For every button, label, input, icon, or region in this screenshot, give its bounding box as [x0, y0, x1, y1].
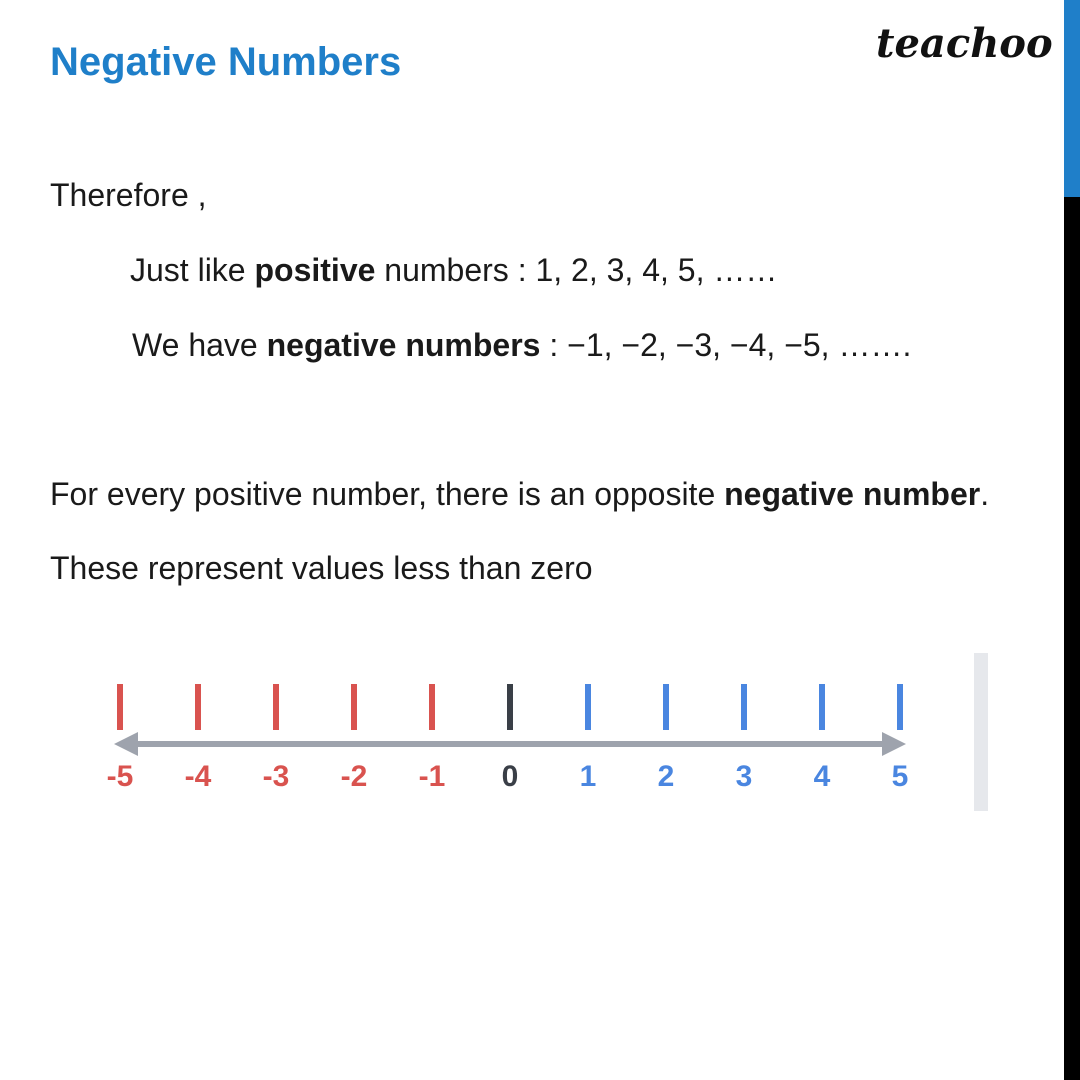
positive-line-bold: positive — [254, 252, 376, 288]
axis-arrow-left — [114, 732, 138, 756]
tick-label: -5 — [106, 760, 134, 793]
opposite-line-prefix: For every positive number, there is an opposite — [50, 476, 725, 512]
tick-label: -3 — [262, 760, 290, 793]
sidebar-bar — [1064, 197, 1080, 1080]
teachoo-logo: teachoo — [876, 20, 1053, 67]
less-than-zero-text: These represent values less than zero — [50, 550, 593, 586]
tick-label: -4 — [184, 760, 212, 793]
tick-label: -2 — [340, 760, 368, 793]
tick-label: 3 — [735, 760, 753, 793]
page-title: Negative Numbers — [50, 40, 402, 84]
positive-line-prefix: Just like — [130, 252, 255, 288]
therefore-text: Therefore , — [50, 177, 207, 213]
tick-label: 2 — [657, 760, 675, 793]
negative-line-bold: negative numbers — [266, 327, 541, 363]
tick-label: 1 — [579, 760, 597, 793]
sidebar-accent — [1064, 0, 1080, 197]
negative-line-suffix: : −1, −2, −3, −4, −5, ……. — [540, 327, 912, 363]
positive-line-suffix: numbers : 1, 2, 3, 4, 5, …… — [375, 252, 778, 288]
tick-label: -1 — [418, 760, 446, 793]
axis-arrow-right — [882, 732, 906, 756]
negative-line-prefix: We have — [132, 327, 267, 363]
tick-label: 5 — [891, 760, 909, 793]
opposite-line-suffix: . — [980, 476, 990, 512]
tick-label: 0 — [501, 760, 519, 793]
opposite-line-bold: negative number — [724, 476, 981, 512]
tick-label: 4 — [813, 760, 831, 793]
